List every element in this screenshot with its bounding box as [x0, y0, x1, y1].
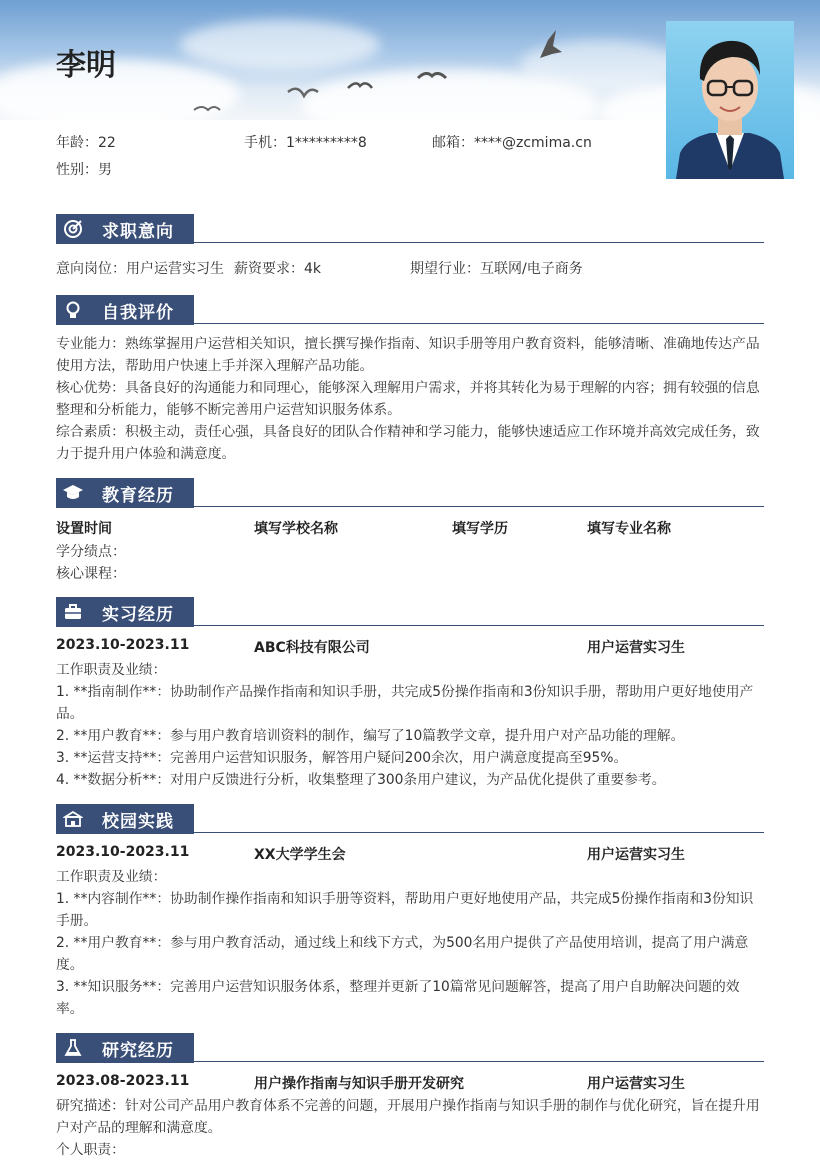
campus-duties-label: 工作职责及业绩： [56, 869, 167, 885]
section-heading-edu: 教育经历 [56, 478, 194, 508]
edu-major: 填写专业名称 [587, 521, 671, 537]
briefcase-icon [58, 597, 88, 627]
self-eval-item: 核心优势：具备良好的沟通能力和同理心，能够深入理解用户需求，并将其转化为易于理解的内容；拥有较强的信息整理和分析能力，能够不断完善用户运营知识服务体系。 [56, 380, 760, 418]
edu-gpa: 学分绩点： [56, 544, 126, 560]
flask-icon [58, 1033, 88, 1063]
research-role: 用户运营实习生 [587, 1076, 685, 1092]
section-heading-intent: 求职意向 [56, 214, 194, 244]
intent-industry: 期望行业：互联网/电子商务 [410, 261, 583, 277]
edu-courses: 核心课程： [56, 566, 126, 582]
campus-duty-item: 2. **用户教育**：参与用户教育活动，通过线上和线下方式，为500名用户提供了产品使用培训，提高了用户满意度。 [56, 935, 749, 973]
research-project: 用户操作指南与知识手册开发研究 [254, 1076, 464, 1092]
section-heading-intern: 实习经历 [56, 597, 194, 627]
intern-org: ABC科技有限公司 [254, 640, 370, 656]
graduation-cap-icon [58, 478, 88, 508]
edu-school: 填写学校名称 [254, 521, 338, 537]
section-heading-campus: 校园实践 [56, 804, 194, 834]
research-duty-label: 个人职责： [56, 1142, 125, 1158]
intern-time: 2023.10-2023.11 [56, 637, 190, 653]
profile-photo [666, 21, 794, 179]
intern-role: 用户运营实习生 [587, 640, 685, 656]
gender-info: 性别：男 [56, 162, 112, 178]
edu-degree: 填写学历 [452, 521, 508, 537]
self-eval-item: 专业能力：熟练掌握用户运营相关知识，擅长撰写操作指南、知识手册等用户教育资料，能够清晰、准确地传达产品使用方法，帮助用户快速上手并深入理解产品功能。 [56, 336, 760, 374]
self-eval-item: 综合素质：积极主动，责任心强，具备良好的团队合作精神和学习能力，能够快速适应工作环境并高效完成任务，致力于提升用户体验和满意度。 [56, 424, 760, 462]
section-heading-research: 研究经历 [56, 1033, 194, 1063]
candidate-name: 李明 [56, 48, 116, 83]
campus-time: 2023.10-2023.11 [56, 844, 190, 860]
intern-duties-label: 工作职责及业绩： [56, 662, 167, 678]
intent-position: 意向岗位：用户运营实习生 [56, 261, 224, 277]
research-time: 2023.08-2023.11 [56, 1073, 190, 1089]
building-icon [58, 804, 88, 834]
age-info: 年龄：22 [56, 135, 116, 151]
campus-duty-item: 1. **内容制作**：协助制作操作指南和知识手册等资料，帮助用户更好地使用产品，共完成5份操作指南和3份知识手册。 [56, 891, 754, 929]
edu-time: 设置时间 [56, 521, 112, 537]
campus-role: 用户运营实习生 [587, 847, 685, 863]
email-info: 邮箱：****@zcmima.cn [432, 135, 592, 151]
intern-duty-item: 3. **运营支持**：完善用户运营知识服务，解答用户疑问200余次，用户满意度提高至95%。 [56, 750, 628, 766]
intern-duty-item: 1. **指南制作**：协助制作产品操作指南和知识手册，共完成5份操作指南和3份知识手册，帮助用户更好地使用产品。 [56, 684, 754, 722]
intern-duty-item: 2. **用户教育**：参与用户教育培训资料的制作，编写了10篇教学文章，提升用户对产品功能的理解。 [56, 728, 685, 744]
section-heading-self: 自我评价 [56, 295, 194, 325]
lightbulb-icon [58, 295, 88, 325]
research-description: 研究描述：针对公司产品用户教育体系不完善的问题，开展用户操作指南与知识手册的制作与优化研究，旨在提升用户对产品的理解和满意度。 [56, 1098, 760, 1136]
target-icon [58, 214, 88, 244]
campus-org: XX大学学生会 [254, 847, 346, 863]
intent-salary: 薪资要求：4k [234, 261, 322, 277]
intern-duty-item: 4. **数据分析**：对用户反馈进行分析，收集整理了300条用户建议，为产品优化提供了重要参考。 [56, 772, 666, 788]
phone-info: 手机：1*********8 [244, 135, 367, 151]
campus-duty-item: 3. **知识服务**：完善用户运营知识服务体系，整理并更新了10篇常见问题解答，提高了用户自助解决问题的效率。 [56, 979, 740, 1017]
